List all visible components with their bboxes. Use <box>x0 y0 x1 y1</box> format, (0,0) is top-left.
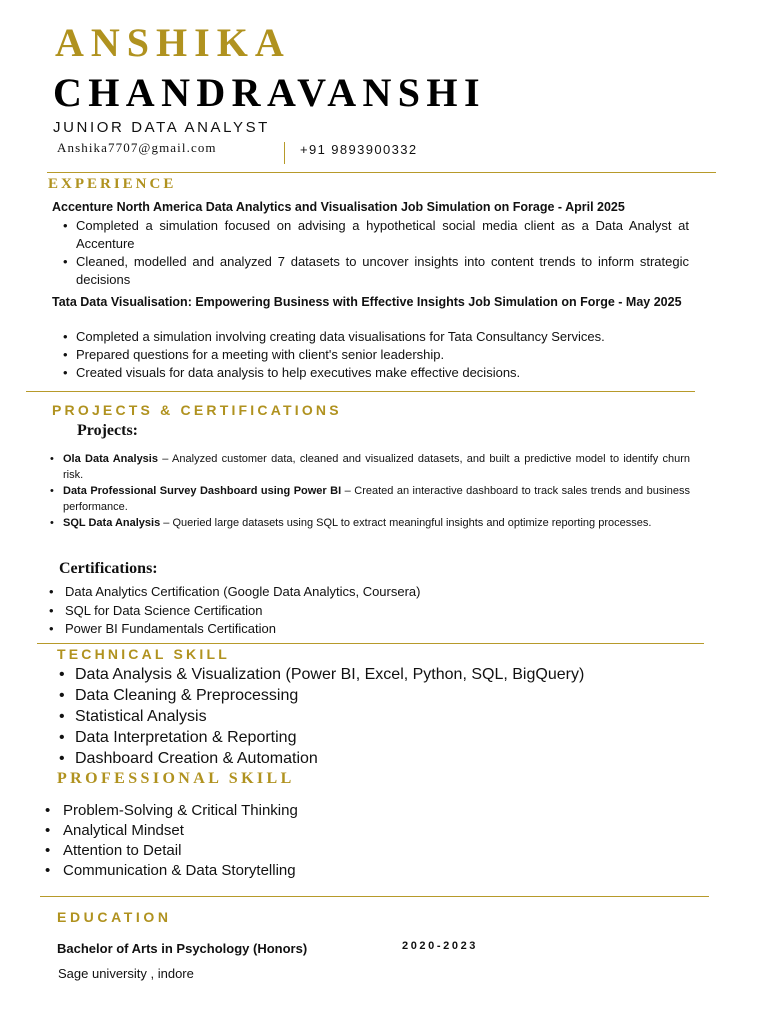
professional-list <box>45 801 683 881</box>
projects-label: Projects: <box>77 422 138 439</box>
list-item: • Prepared questions for a meeting with client's senior leadership. <box>63 347 445 362</box>
list-item: • Data Analytics Certification (Google Data Analytics, Coursera) <box>49 584 421 599</box>
degree-title: Bachelor of Arts in Psychology (Honors) <box>57 941 308 956</box>
experience-rule <box>26 391 695 392</box>
education-title: EDUCATION <box>57 909 172 925</box>
list-item: • Data Cleaning & Preprocessing <box>59 687 299 704</box>
job-role: JUNIOR DATA ANALYST <box>53 119 270 136</box>
list-item: • Data Analysis & Visualization (Power BI, Excel, Python, SQL, BigQuery) <box>59 666 585 683</box>
job-bullets <box>63 217 689 289</box>
experience-title: EXPERIENCE <box>48 176 177 192</box>
professional-title: PROFESSIONAL SKILL <box>57 770 295 787</box>
list-item: • Communication & Data Storytelling <box>45 862 296 879</box>
certifications-label: Certifications: <box>59 560 158 577</box>
technical-list <box>59 664 695 769</box>
job-heading: Accenture North America Data Analytics and Visualisation Job Simulation on Forage - April 2025 <box>52 200 625 214</box>
list-item: • Cleaned, modelled and analyzed 7 datasets to uncover insights into content trends to inform strategic decisions <box>63 254 689 287</box>
list-item: • Power BI Fundamentals Certification <box>49 621 276 636</box>
list-item: • Dashboard Creation & Automation <box>59 750 318 767</box>
phone-number[interactable]: +91 9893900332 <box>300 142 418 157</box>
list-item: • SQL for Data Science Certification <box>49 602 263 618</box>
school-name: Sage university , indore <box>58 966 194 981</box>
projects-rule <box>37 643 704 644</box>
projects-title: PROJECTS & CERTIFICATIONS <box>52 402 342 418</box>
header-rule <box>47 172 716 173</box>
job-heading: Tata Data Visualisation: Empowering Business with Effective Insights Job Simulation on Forge - May 2025 <box>52 295 682 309</box>
list-item: • Analytical Mindset <box>45 822 184 839</box>
list-item: • SQL Data Analysis – Queried large datasets using SQL to extract meaningful insights and optimize reporting processes. <box>50 517 652 529</box>
list-item: • Completed a simulation involving creating data visualisations for Tata Consultancy Services. <box>63 329 605 344</box>
contact-divider <box>284 142 285 164</box>
job-bullets <box>63 328 689 382</box>
education-years: 2020-2023 <box>402 940 479 952</box>
technical-title: TECHNICAL SKILL <box>57 646 230 662</box>
email-link[interactable]: Anshika7707@gmail.com <box>57 140 217 155</box>
list-item: • Attention to Detail <box>45 842 182 859</box>
projects-list <box>50 451 691 531</box>
list-item: • Problem-Solving & Critical Thinking <box>45 802 298 819</box>
list-item: • Statistical Analysis <box>59 708 207 725</box>
list-item: • Data Professional Survey Dashboard using Power BI – Created an interactive dashboard to track sales trends and business performance. <box>50 485 691 513</box>
list-item: • Data Interpretation & Reporting <box>59 729 297 746</box>
list-item: • Completed a simulation focused on advising a hypothetical social media client as a Data Analyst at Accenture <box>63 218 689 251</box>
first-name: ANSHIKA <box>55 20 291 65</box>
last-name: CHANDRAVANSHI <box>53 70 486 115</box>
professional-rule <box>40 896 709 897</box>
certifications-list <box>49 583 685 639</box>
list-item: • Ola Data Analysis – Analyzed customer data, cleaned and visualized datasets, and built a predictive model to identify churn risk. <box>50 453 691 481</box>
list-item: • Created visuals for data analysis to help executives make effective decisions. <box>63 365 521 380</box>
